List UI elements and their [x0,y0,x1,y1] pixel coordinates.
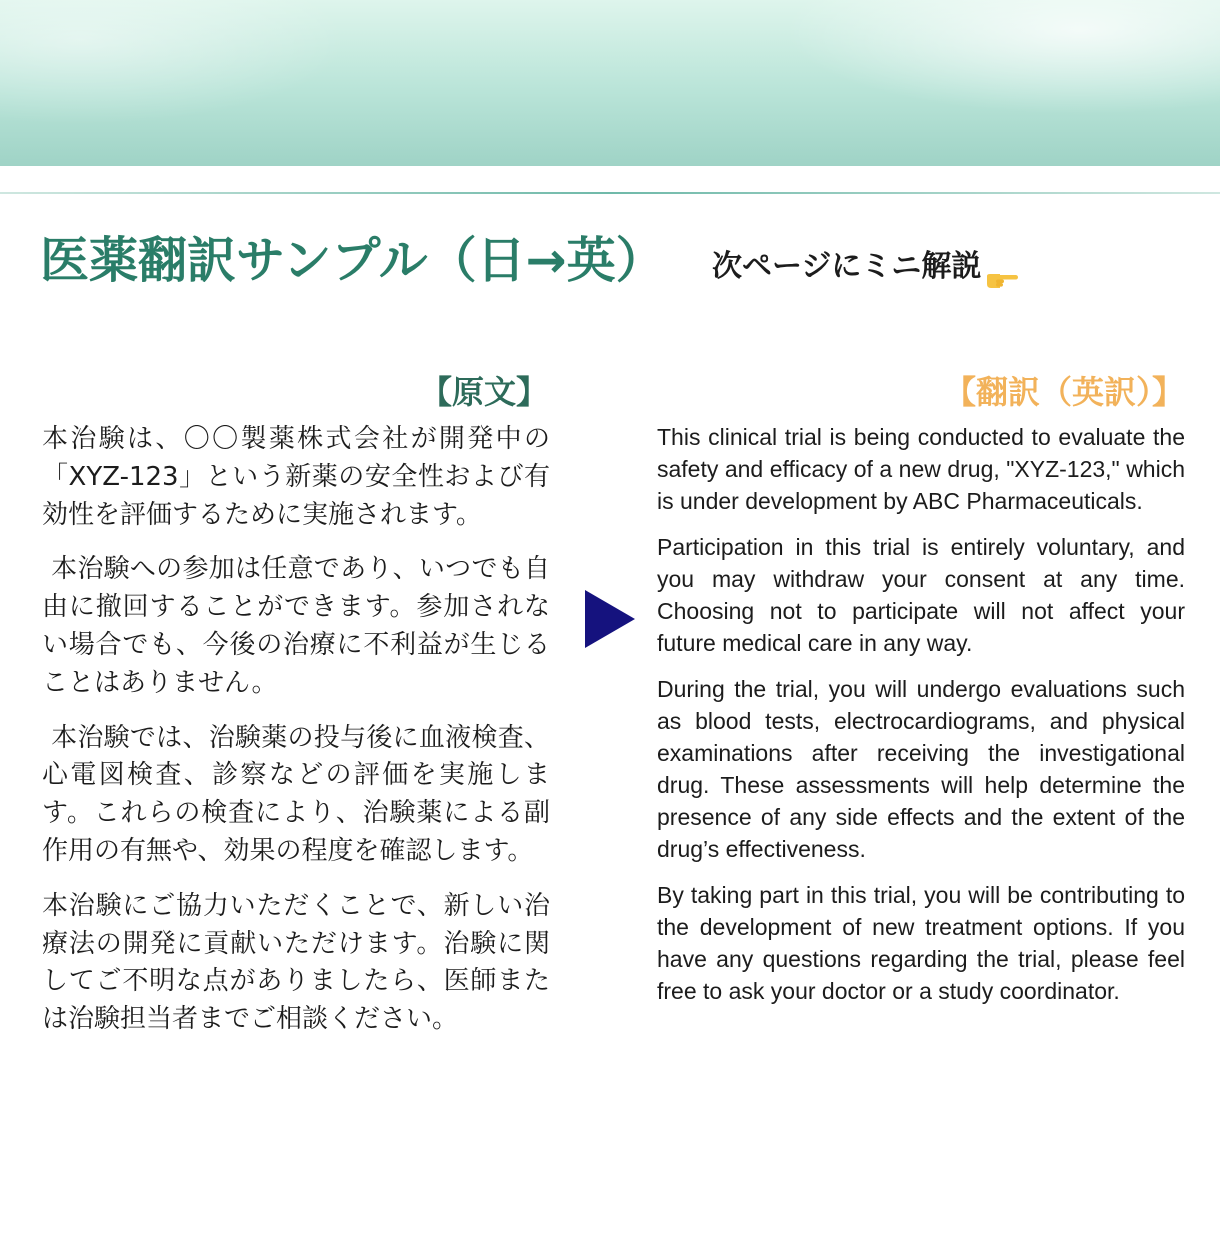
pointing-right-hand-icon [985,258,1019,278]
translation-heading: 【翻訳（英訳）】 [943,373,1184,411]
source-paragraph: 本治験への参加は任意であり、いつでも自由に撤回することができます。参加されない場合でも、今後の治療に不利益が生じることはありません。 [42,554,550,698]
source-text-column [42,421,550,1056]
page-title: 医薬翻訳サンプル（日→英） [40,232,665,289]
translation-paragraph: Participation in this trial is entirely voluntary, and you may withdraw your consent at any time. Choosing not to participate will not affect your future medical care in any way. [657,534,1185,656]
triangle-right-icon [585,590,635,648]
translation-paragraph: By taking part in this trial, you will be contributing to the development of new treatment options. If you have any questions regarding the trial, please feel free to ask your doctor or a study coordinator. [657,882,1185,1004]
translation-text-column [657,421,1185,1021]
source-paragraph: 本治験では、治験薬の投与後に血液検査、心電図検査、診察などの評価を実施します。これらの検査により、治験薬による副作用の有無や、効果の程度を確認します。 [42,722,550,866]
next-page-note-text: 次ページにミニ解説 [712,249,982,284]
translation-paragraph: This clinical trial is being conducted to evaluate the safety and efficacy of a new drug, "XYZ-123," which is under development by ABC Pharmaceuticals. [657,424,1185,514]
next-page-note [712,244,1019,290]
source-paragraph: 本治験は、〇〇製薬株式会社が開発中の「XYZ-123」という新薬の安全性および有効性を評価するために実施されます。 [42,424,550,530]
source-heading: 【原文】 [420,373,549,411]
header-banner-glow [0,0,1220,166]
header-divider [0,192,1220,194]
source-paragraph: 本治験にご協力いただくことで、新しい治療法の開発に貢献いただけます。治験に関してご不明な点がありましたら、医師または治験担当者までご相談ください。 [42,890,550,1035]
translation-paragraph: During the trial, you will undergo evaluations such as blood tests, electrocardiograms, and physical examinations after receiving the investigational drug. These assessments will help determine the presence of any side effects and the extent of the drug’s effectiveness. [657,676,1185,862]
